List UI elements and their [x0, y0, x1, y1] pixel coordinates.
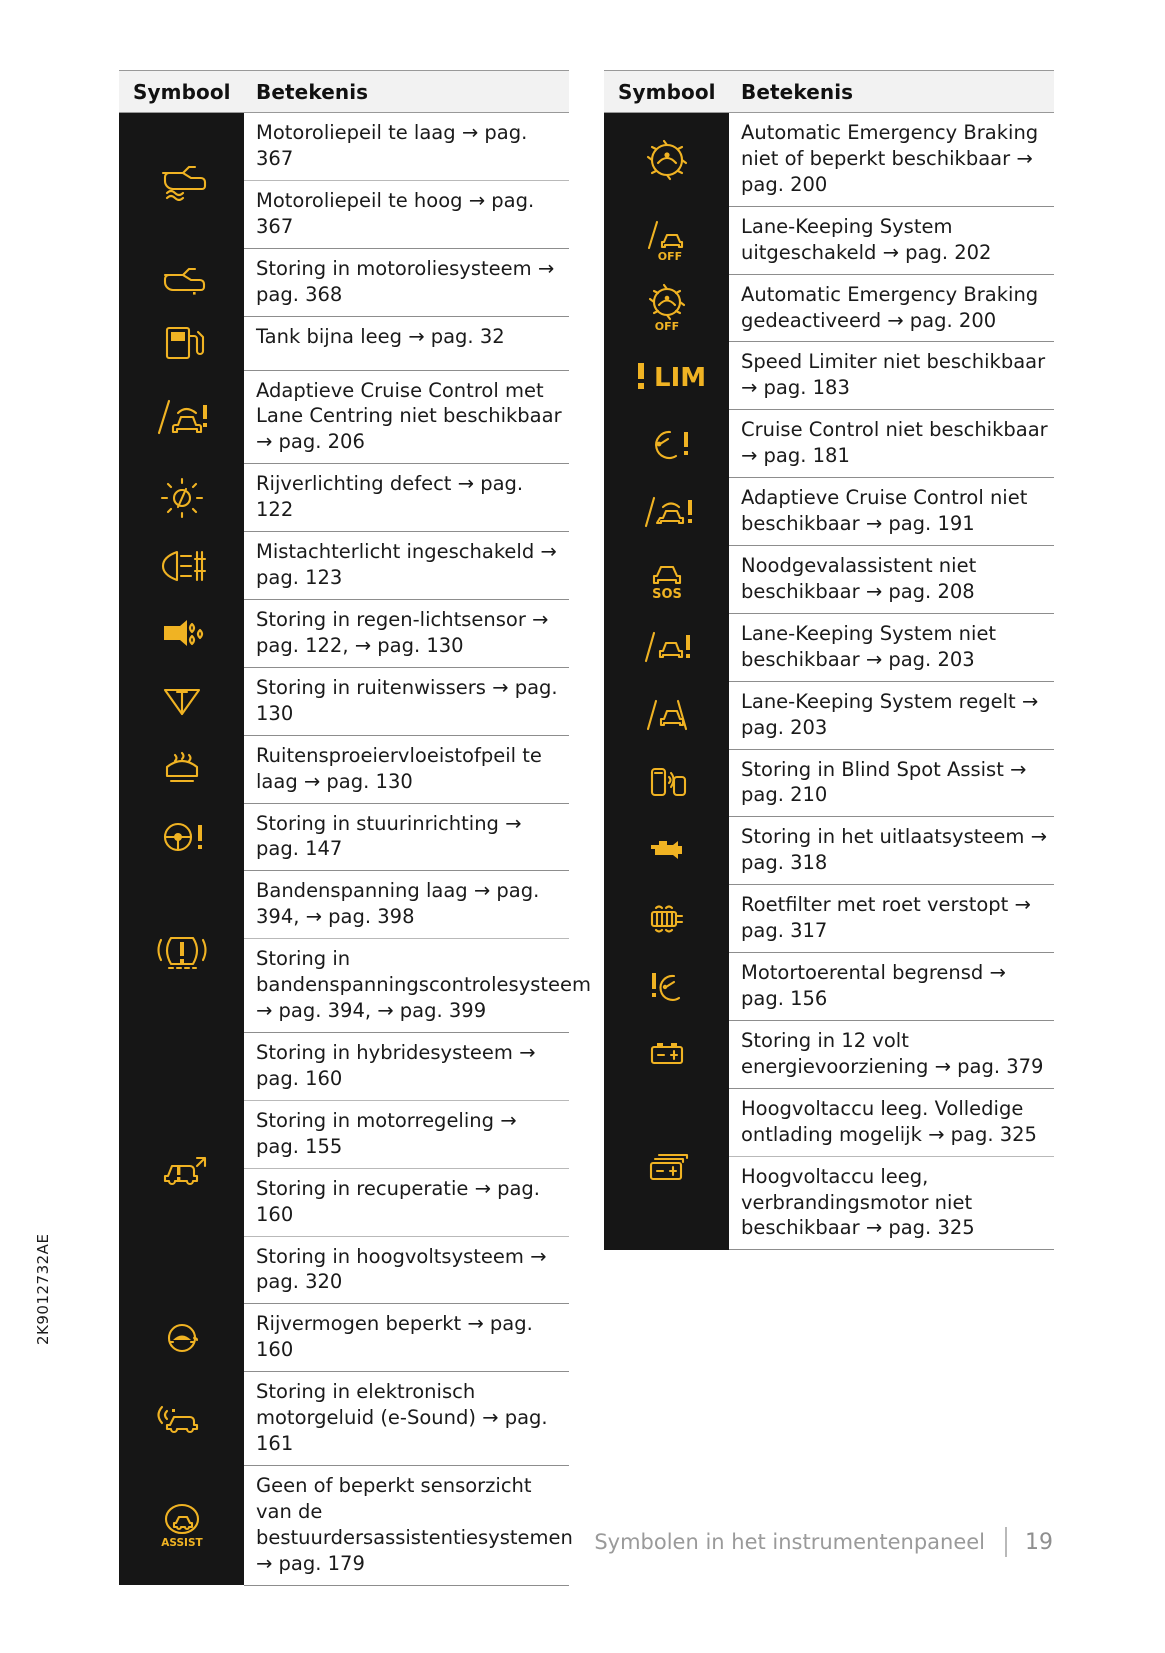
- meaning-text: Storing in ruitenwissers → pag. 130: [244, 667, 569, 735]
- header-meaning: Betekenis: [244, 71, 569, 113]
- table-row: [119, 532, 569, 600]
- table-row: [604, 885, 1054, 953]
- meaning-text: Storing in motorregeling → pag. 155: [244, 1100, 569, 1168]
- engine-check-icon: [604, 817, 729, 885]
- lane-keeping-off-icon: [604, 206, 729, 274]
- footer-section-title: Symbolen in het instrumentenpaneel: [594, 1530, 985, 1554]
- meaning-text: Rijverlichting defect → pag. 122: [244, 464, 569, 532]
- table-row: [119, 248, 569, 316]
- table-row: [119, 667, 569, 735]
- left-column: [119, 70, 592, 1586]
- meaning-text: Adaptieve Cruise Control niet beschikbaar → pag. 191: [729, 478, 1054, 546]
- meaning-text: Adaptieve Cruise Control met Lane Centring niet beschikbaar → pag. 206: [244, 370, 569, 464]
- meaning-text: Bandenspanning laag → pag. 394, → pag. 398: [244, 871, 569, 939]
- adaptive-cruise-warning-icon: [604, 478, 729, 546]
- table-row: [604, 410, 1054, 478]
- right-column: [604, 70, 1054, 1250]
- tire-pressure-icon: [119, 871, 244, 1033]
- table-row: [119, 735, 569, 803]
- table-row: [604, 342, 1054, 410]
- washer-fluid-icon: [119, 735, 244, 803]
- lamp-failure-icon: [119, 464, 244, 532]
- battery-12v-icon: [604, 1020, 729, 1088]
- meaning-text: Automatic Emergency Braking gedeactiveerd → pag. 200: [729, 274, 1054, 342]
- meaning-text: Tank bijna leeg → pag. 32: [244, 316, 569, 370]
- meaning-text: Storing in Blind Spot Assist → pag. 210: [729, 749, 1054, 817]
- fuel-pump-icon: [119, 316, 244, 370]
- table-row: [119, 113, 569, 181]
- header-symbol: Symbool: [604, 71, 729, 113]
- meaning-text: Lane-Keeping System uitgeschakeld → pag. 202: [729, 206, 1054, 274]
- meaning-text: Speed Limiter niet beschikbaar → pag. 183: [729, 342, 1054, 410]
- meaning-text: Lane-Keeping System niet beschikbaar → pag. 203: [729, 613, 1054, 681]
- meaning-text: Storing in 12 volt energievoorziening → pag. 379: [729, 1020, 1054, 1088]
- meaning-text: Storing in motoroliesysteem → pag. 368: [244, 248, 569, 316]
- meaning-text: Storing in het uitlaatsysteem → pag. 318: [729, 817, 1054, 885]
- symbol-table-right: [604, 70, 1054, 1250]
- e-sound-icon: [119, 1372, 244, 1466]
- meaning-text: Hoogvoltaccu leeg, verbrandingsmotor niet beschikbaar → pag. 325: [729, 1156, 1054, 1250]
- header-meaning: Betekenis: [729, 71, 1054, 113]
- meaning-text: Storing in hoogvoltsysteem → pag. 320: [244, 1236, 569, 1304]
- meaning-text: Ruitensproeiervloeistofpeil te laag → pag. 130: [244, 735, 569, 803]
- sos-emergency-call-icon: [604, 545, 729, 613]
- table-row: [119, 370, 569, 464]
- table-row: [119, 464, 569, 532]
- table-row: [119, 1372, 569, 1466]
- rear-fog-light-icon: [119, 532, 244, 600]
- meaning-text: Storing in elektronisch motorgeluid (e-Sound) → pag. 161: [244, 1372, 569, 1466]
- meaning-text: Noodgevalassistent niet beschikbaar → pag. 208: [729, 545, 1054, 613]
- meaning-text: Motoroliepeil te hoog → pag. 367: [244, 180, 569, 248]
- meaning-text: Mistachterlicht ingeschakeld → pag. 123: [244, 532, 569, 600]
- table-row: [119, 871, 569, 939]
- table-row: [119, 316, 569, 370]
- symbol-table-left: [119, 70, 592, 1586]
- steering-wheel-warning-icon: [119, 803, 244, 871]
- table-row: [604, 817, 1054, 885]
- table-row: [119, 803, 569, 871]
- meaning-text: Cruise Control niet beschikbaar → pag. 181: [729, 410, 1054, 478]
- table-row: [604, 953, 1054, 1021]
- page-number: 19: [1025, 1529, 1053, 1555]
- oil-can-fault-icon: [119, 248, 244, 316]
- svg-text:SOS: SOS: [651, 587, 682, 603]
- table-row: [119, 1032, 569, 1100]
- table-row: [604, 1020, 1054, 1088]
- svg-text:ASSIST: ASSIST: [160, 1537, 203, 1550]
- blind-spot-assist-icon: [604, 749, 729, 817]
- speed-limiter-icon: [604, 342, 729, 410]
- table-row: [604, 1088, 1054, 1156]
- svg-text:LIM: LIM: [653, 362, 706, 393]
- cruise-control-warning-icon: [604, 410, 729, 478]
- oil-can-low-icon: [119, 113, 244, 249]
- lane-keeping-active-icon: [604, 681, 729, 749]
- table-row: [119, 599, 569, 667]
- meaning-text: Storing in recuperatie → pag. 160: [244, 1168, 569, 1236]
- meaning-text: Geen of beperkt sensorzicht van de bestuurdersassistentiesystemen → pag. 179: [244, 1465, 569, 1585]
- assist-sensor-icon: [119, 1465, 244, 1585]
- meaning-text: Motoroliepeil te laag → pag. 367: [244, 113, 569, 181]
- meaning-text: Storing in hybridesysteem → pag. 160: [244, 1032, 569, 1100]
- table-row: [604, 749, 1054, 817]
- header-symbol: Symbool: [119, 71, 244, 113]
- adaptive-cruise-lane-centring-warning-icon: [119, 370, 244, 464]
- table-row: [604, 681, 1054, 749]
- meaning-text: Storing in stuurinrichting → pag. 147: [244, 803, 569, 871]
- meaning-text: Storing in bandenspanningscontrolesysteem → pag. 394, → pag. 399: [244, 939, 569, 1033]
- document-code: 2K9012732AE: [34, 1233, 52, 1345]
- table-row: [604, 613, 1054, 681]
- meaning-text: Storing in regen-lichtsensor → pag. 122, → pag. 130: [244, 599, 569, 667]
- meaning-text: Hoogvoltaccu leeg. Volledige ontlading mogelijk → pag. 325: [729, 1088, 1054, 1156]
- wiper-icon: [119, 667, 244, 735]
- turtle-power-limited-icon: [119, 1304, 244, 1372]
- footer-divider: [1005, 1527, 1007, 1557]
- engine-speed-limited-icon: [604, 953, 729, 1021]
- page-footer: [0, 1527, 1165, 1557]
- table-row: [604, 545, 1054, 613]
- table-row: [119, 1465, 569, 1585]
- aeb-off-icon: [604, 274, 729, 342]
- table-row: [604, 478, 1054, 546]
- table-row: [604, 206, 1054, 274]
- svg-text:OFF: OFF: [657, 250, 682, 264]
- high-voltage-battery-icon: [604, 1088, 729, 1250]
- meaning-text: Motortoerental begrensd → pag. 156: [729, 953, 1054, 1021]
- table-row: [119, 1304, 569, 1372]
- table-row: [604, 274, 1054, 342]
- table-header-row: [119, 71, 569, 113]
- particulate-filter-icon: [604, 885, 729, 953]
- meaning-text: Lane-Keeping System regelt → pag. 203: [729, 681, 1054, 749]
- meaning-text: Automatic Emergency Braking niet of beperkt beschikbaar → pag. 200: [729, 113, 1054, 207]
- table-header-row: [604, 71, 1054, 113]
- meaning-text: Rijvermogen beperkt → pag. 160: [244, 1304, 569, 1372]
- meaning-text: Roetfilter met roet verstopt → pag. 317: [729, 885, 1054, 953]
- car-warning-icon: [119, 1032, 244, 1303]
- svg-text:OFF: OFF: [654, 320, 679, 334]
- table-row: [604, 113, 1054, 207]
- rain-light-sensor-icon: [119, 599, 244, 667]
- aeb-unavailable-icon: [604, 113, 729, 207]
- lane-keeping-warning-icon: [604, 613, 729, 681]
